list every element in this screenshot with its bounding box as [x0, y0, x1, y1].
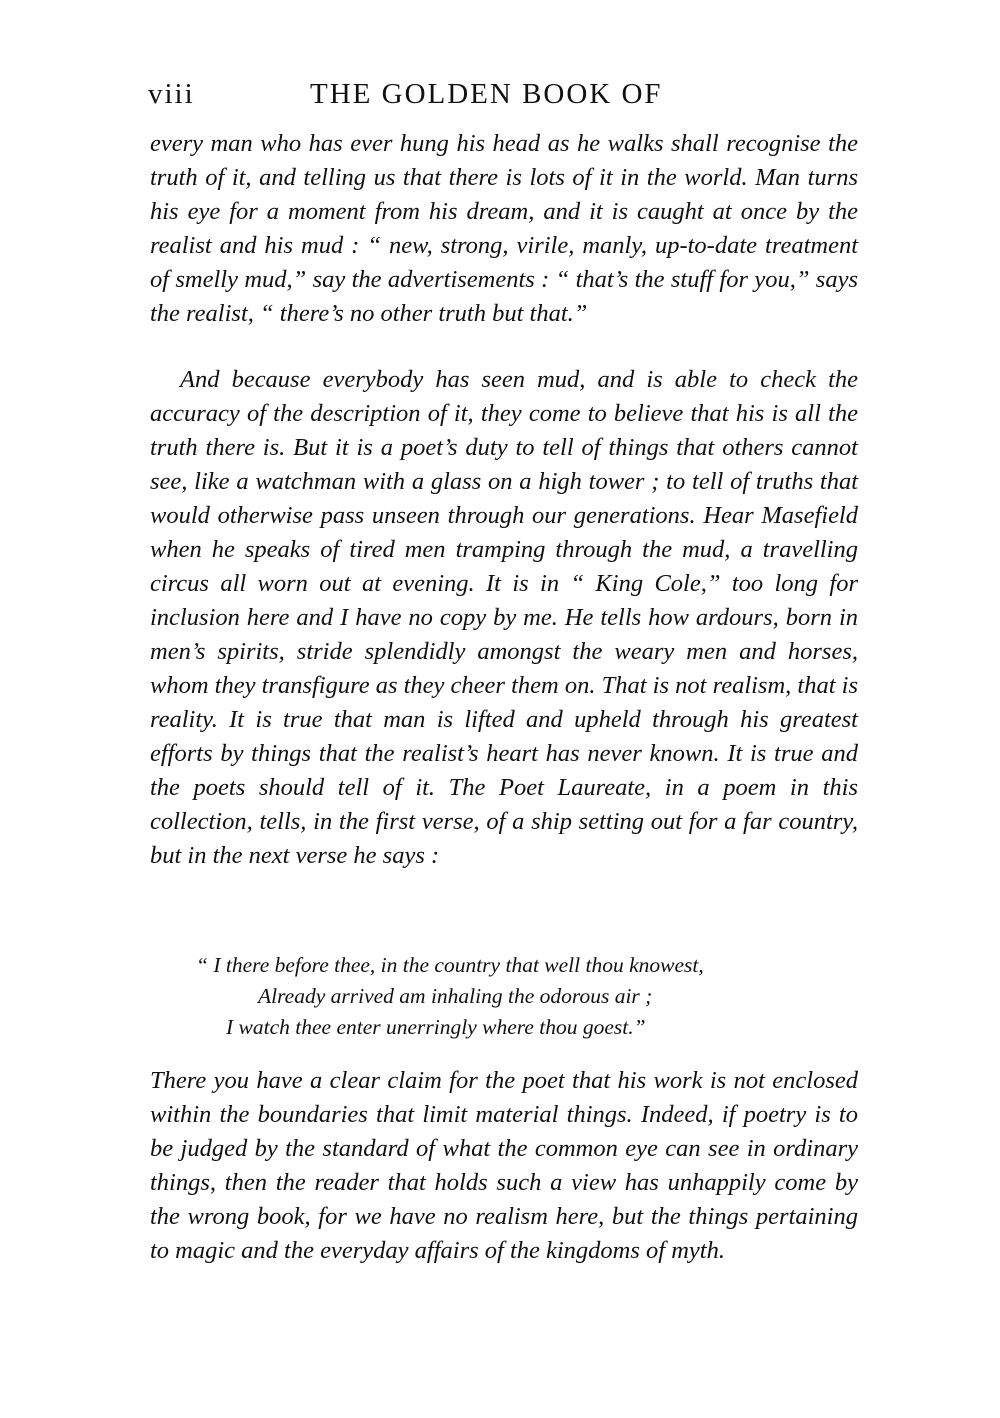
- verse-quotation: [196, 950, 836, 1043]
- running-title: THE GOLDEN BOOK OF: [310, 78, 663, 110]
- verse-line: Already arrived am inhaling the odorous air ;: [258, 984, 653, 1008]
- running-header: [148, 78, 708, 118]
- page-number: viii: [148, 78, 195, 110]
- verse-line: “ I there before thee, in the country that well thou knowest,: [196, 953, 704, 977]
- paragraph-masefield: And because everybody has seen mud, and is able to check the accuracy of the description of it, they come to believe that his is all the truth there is. But it is a poet’s duty to tell of things that others cannot see, like a watchman with a glass on a high tower ; to tell of truths that would otherwise pass unseen through our generations. Hear Masefield when he speaks of tired men tramping through the mud, a travelling circus all worn out at evening. It is in “ King Cole,” too long for inclusion here and I have no copy by me. He tells how ardours, born in men’s spirits, stride splendidly amongst the weary men and horses, whom they transfigure as they cheer them on. That is not realism, that is reality. It is true that man is lifted and upheld through his greatest efforts by things that the realist’s heart has never known. It is true and the poets should tell of it. The Poet Laureate, in a poem in this collection, tells, in the first verse, of a ship setting out for a far country, but in the next verse he says :: [150, 366, 858, 869]
- paragraph-conclusion: There you have a clear claim for the poet that his work is not enclosed within the boundaries that limit material things. Indeed, if poetry is to be judged by the standard of what the common eye can see in ordinary things, then the reader that holds such a view has unhappily come by the wrong book, for we have no realism here, but the things pertaining to magic and the everyday affairs of the kingdoms of myth.: [150, 1067, 858, 1264]
- verse-line: I watch thee enter unerringly where thou goest.”: [226, 1015, 646, 1039]
- paragraph-continued: every man who has ever hung his head as he walks shall recognise the truth of it, and telling us that there is lots of it in the world. Man turns his eye for a moment from his dream, and it is caught at once by the realist and his mud : “ new, strong, virile, manly, up-to-date treatment of smelly mud,” say the advertisements : “ that’s the stuff for you,” says the realist, “ there’s no other truth but that.”: [150, 130, 858, 327]
